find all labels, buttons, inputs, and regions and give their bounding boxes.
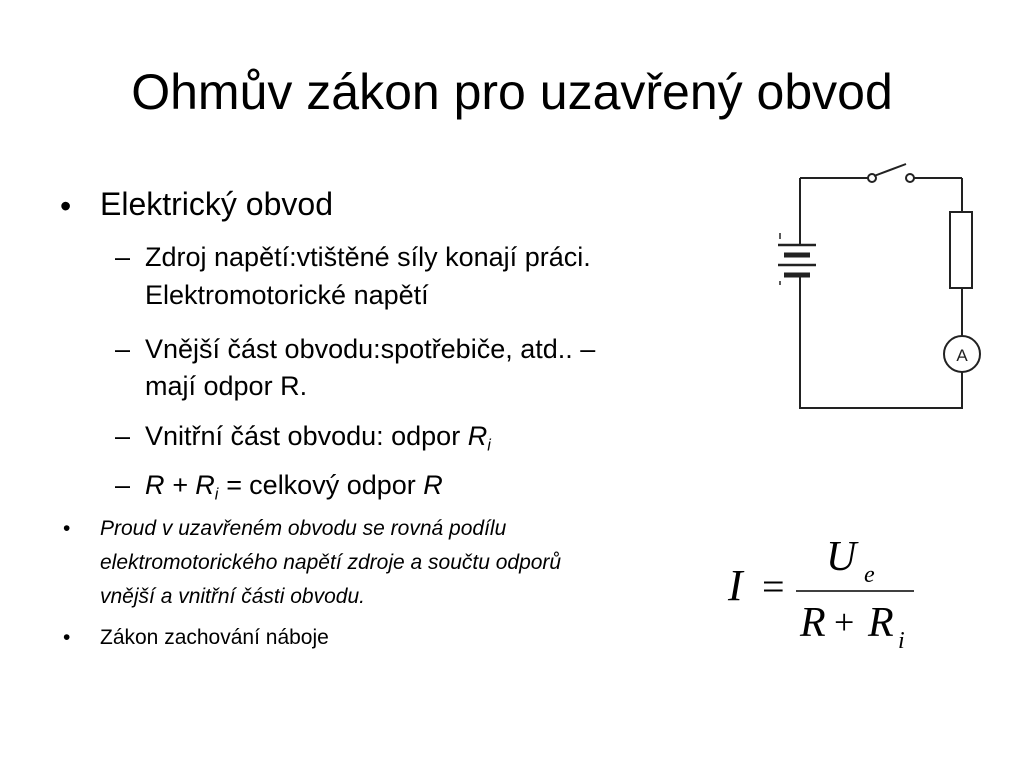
- symbol-equals: =: [218, 470, 250, 500]
- formula-denominator-sub-i: i: [898, 628, 905, 654]
- formula-plus: +: [834, 602, 855, 642]
- symbol-sub-i: i: [214, 485, 219, 504]
- ammeter-label: A: [956, 346, 968, 365]
- wire-bottom: [800, 282, 962, 408]
- formula-denominator-r: R: [868, 600, 894, 646]
- formula-numerator-u: U: [826, 534, 857, 580]
- bullet-zakon: Zákon zachování náboje: [100, 626, 329, 649]
- sub-bullet-vnitrni: [145, 421, 491, 456]
- bullet-marker: •: [60, 188, 72, 224]
- symbol-r: R: [467, 421, 488, 451]
- slide-title: Ohmův zákon pro uzavřený obvod: [131, 64, 893, 120]
- bullet-proud-line2: elektromotorického napětí zdroje a součtu odporů: [100, 551, 562, 574]
- symbol-r: R: [423, 470, 443, 500]
- symbol-r-plus-r: R + R: [145, 470, 215, 500]
- dash-marker: –: [115, 242, 131, 272]
- sub-bullet-vnejsi-line2: mají odpor R.: [145, 371, 308, 401]
- formula-current-i: I: [728, 561, 743, 610]
- sub-bullet-zdroj-line1: Zdroj napětí:vtištěné síly konají práci.: [145, 242, 591, 272]
- sub-bullet-vnejsi-line1: Vnější část obvodu:spotřebiče, atd.. –: [145, 334, 596, 364]
- symbol-sub-i: i: [487, 436, 491, 455]
- bullet-proud-line1: Proud v uzavřeném obvodu se rovná podílu: [100, 517, 507, 540]
- bullet-marker: •: [63, 517, 71, 540]
- sub-bullet-zdroj-line2: Elektromotorické napětí: [145, 280, 429, 310]
- switch-contact-right: [906, 174, 914, 182]
- bullet-elektricky-obvod: Elektrický obvod: [100, 186, 333, 222]
- sub-bullet-celkovy-odpor: [145, 470, 443, 505]
- celkovy-odpor-text: celkový odpor: [249, 470, 424, 500]
- resistor: [950, 212, 972, 288]
- dash-marker: –: [115, 421, 131, 451]
- formula-numerator-sub-e: e: [864, 562, 875, 588]
- switch-lever: [874, 164, 906, 176]
- bullet-proud-line3: vnější a vnitřní části obvodu.: [100, 585, 365, 608]
- formula-equals: =: [762, 564, 785, 609]
- bullet-marker: •: [63, 626, 71, 649]
- dash-marker: –: [115, 470, 131, 500]
- sub-bullet-vnitrni-text: Vnitřní část obvodu: odpor: [145, 421, 468, 451]
- ohm-law-formula: [720, 530, 940, 660]
- circuit-diagram: [770, 160, 990, 420]
- formula-denominator-r: R: [800, 600, 826, 646]
- dash-marker: –: [115, 334, 131, 364]
